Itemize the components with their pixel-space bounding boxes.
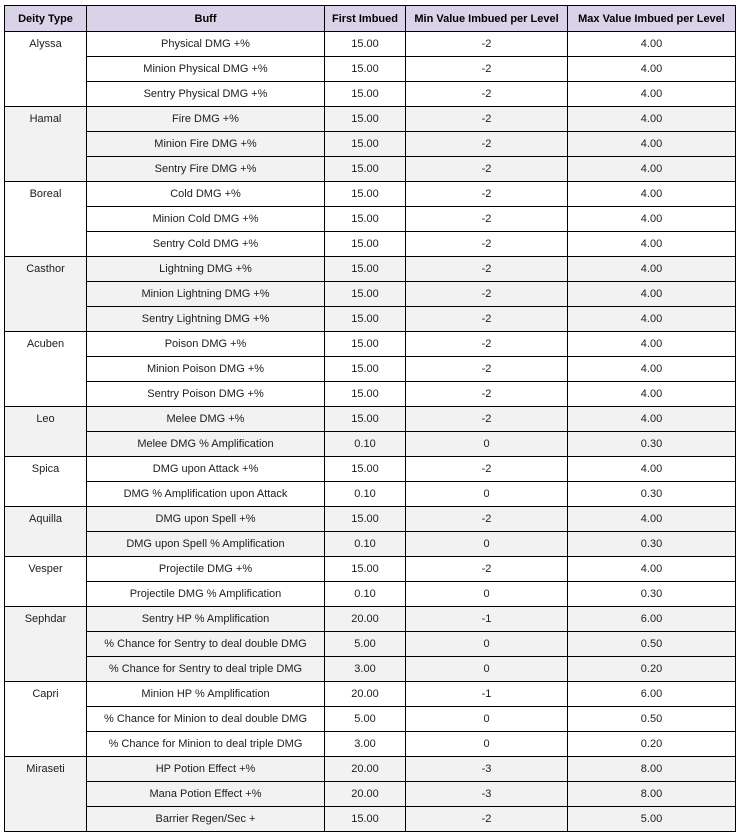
deity-cell-spica <box>5 457 87 507</box>
table-row <box>5 732 736 757</box>
buff-cell: HP Potion Effect +% <box>87 757 325 782</box>
min-value-cell: -2 <box>406 107 568 132</box>
buff-cell: Minion HP % Amplification <box>87 682 325 707</box>
table-row <box>5 132 736 157</box>
max-value-cell: 4.00 <box>568 132 736 157</box>
buff-cell: % Chance for Minion to deal triple DMG <box>87 732 325 757</box>
first-imbued-cell: 15.00 <box>325 332 406 357</box>
table-row <box>5 432 736 457</box>
deity-cell-boreal <box>5 182 87 257</box>
deity-name: Aquilla <box>28 513 63 525</box>
deity-cell-alyssa <box>5 32 87 107</box>
first-imbued-cell: 3.00 <box>325 657 406 682</box>
table-row <box>5 332 736 357</box>
deity-name: Alyssa <box>29 38 62 50</box>
buff-cell: Minion Fire DMG +% <box>87 132 325 157</box>
buff-cell: Sentry Lightning DMG +% <box>87 307 325 332</box>
deity-name: Capri <box>32 688 59 700</box>
buff-cell: Sentry HP % Amplification <box>87 607 325 632</box>
max-value-cell: 4.00 <box>568 407 736 432</box>
buff-cell: % Chance for Sentry to deal double DMG <box>87 632 325 657</box>
table-row <box>5 582 736 607</box>
buff-cell: Fire DMG +% <box>87 107 325 132</box>
first-imbued-cell: 15.00 <box>325 507 406 532</box>
deity-cell-capri <box>5 682 87 757</box>
first-imbued-cell: 15.00 <box>325 182 406 207</box>
table-row <box>5 707 736 732</box>
max-value-cell: 5.00 <box>568 807 736 832</box>
col-header-buff: Buff <box>87 6 325 32</box>
deity-cell-aquilla <box>5 507 87 557</box>
buff-cell: Projectile DMG +% <box>87 557 325 582</box>
first-imbued-cell: 15.00 <box>325 82 406 107</box>
first-imbued-cell: 0.10 <box>325 432 406 457</box>
max-value-cell: 4.00 <box>568 107 736 132</box>
max-value-cell: 0.20 <box>568 732 736 757</box>
table-row <box>5 182 736 207</box>
min-value-cell: -2 <box>406 382 568 407</box>
table-row <box>5 382 736 407</box>
max-value-cell: 4.00 <box>568 557 736 582</box>
deity-cell-casthor <box>5 257 87 332</box>
min-value-cell: -2 <box>406 232 568 257</box>
buff-cell: Minion Physical DMG +% <box>87 57 325 82</box>
col-header-min-value: Min Value Imbued per Level <box>406 6 568 32</box>
first-imbued-cell: 15.00 <box>325 282 406 307</box>
max-value-cell: 0.50 <box>568 707 736 732</box>
deity-cell-vesper <box>5 557 87 607</box>
first-imbued-cell: 20.00 <box>325 757 406 782</box>
min-value-cell: 0 <box>406 482 568 507</box>
min-value-cell: 0 <box>406 732 568 757</box>
table-row <box>5 257 736 282</box>
min-value-cell: -2 <box>406 132 568 157</box>
deity-name: Boreal <box>29 188 62 200</box>
max-value-cell: 0.30 <box>568 432 736 457</box>
table-row <box>5 157 736 182</box>
deity-name: Vesper <box>28 563 63 575</box>
first-imbued-cell: 20.00 <box>325 782 406 807</box>
buff-cell: % Chance for Sentry to deal triple DMG <box>87 657 325 682</box>
max-value-cell: 6.00 <box>568 607 736 632</box>
table-row <box>5 532 736 557</box>
min-value-cell: -2 <box>406 332 568 357</box>
first-imbued-cell: 0.10 <box>325 582 406 607</box>
table-body <box>5 32 736 832</box>
deity-cell-acuben <box>5 332 87 407</box>
buff-cell: % Chance for Minion to deal double DMG <box>87 707 325 732</box>
max-value-cell: 0.30 <box>568 532 736 557</box>
min-value-cell: 0 <box>406 707 568 732</box>
buff-cell: DMG % Amplification upon Attack <box>87 482 325 507</box>
table-row <box>5 782 736 807</box>
table-row <box>5 82 736 107</box>
min-value-cell: -2 <box>406 307 568 332</box>
buff-cell: Physical DMG +% <box>87 32 325 57</box>
table-row <box>5 682 736 707</box>
deity-name: Sephdar <box>24 613 67 625</box>
first-imbued-cell: 15.00 <box>325 407 406 432</box>
table-row <box>5 407 736 432</box>
min-value-cell: -2 <box>406 207 568 232</box>
min-value-cell: 0 <box>406 432 568 457</box>
min-value-cell: -2 <box>406 407 568 432</box>
max-value-cell: 0.30 <box>568 582 736 607</box>
buff-cell: Melee DMG % Amplification <box>87 432 325 457</box>
max-value-cell: 4.00 <box>568 457 736 482</box>
min-value-cell: -3 <box>406 757 568 782</box>
max-value-cell: 4.00 <box>568 257 736 282</box>
first-imbued-cell: 15.00 <box>325 357 406 382</box>
deity-name: Miraseti <box>26 763 65 775</box>
table-row <box>5 357 736 382</box>
first-imbued-cell: 15.00 <box>325 457 406 482</box>
first-imbued-cell: 15.00 <box>325 157 406 182</box>
min-value-cell: -2 <box>406 357 568 382</box>
max-value-cell: 4.00 <box>568 32 736 57</box>
buff-cell: DMG upon Spell +% <box>87 507 325 532</box>
col-header-deity-type: Deity Type <box>5 6 87 32</box>
buff-cell: Sentry Cold DMG +% <box>87 232 325 257</box>
max-value-cell: 4.00 <box>568 82 736 107</box>
max-value-cell: 4.00 <box>568 332 736 357</box>
table-row <box>5 232 736 257</box>
header-row <box>5 6 736 32</box>
first-imbued-cell: 0.10 <box>325 482 406 507</box>
table-row <box>5 207 736 232</box>
buff-cell: Sentry Poison DMG +% <box>87 382 325 407</box>
min-value-cell: -2 <box>406 182 568 207</box>
deity-name: Acuben <box>26 338 65 350</box>
max-value-cell: 4.00 <box>568 507 736 532</box>
max-value-cell: 4.00 <box>568 207 736 232</box>
table-row <box>5 307 736 332</box>
buff-cell: Poison DMG +% <box>87 332 325 357</box>
first-imbued-cell: 15.00 <box>325 307 406 332</box>
table-row <box>5 557 736 582</box>
deity-name: Hamal <box>29 113 62 125</box>
min-value-cell: -2 <box>406 507 568 532</box>
deity-cell-hamal <box>5 107 87 182</box>
min-value-cell: -1 <box>406 682 568 707</box>
table-row <box>5 107 736 132</box>
min-value-cell: -2 <box>406 807 568 832</box>
min-value-cell: 0 <box>406 632 568 657</box>
max-value-cell: 8.00 <box>568 757 736 782</box>
buff-cell: Mana Potion Effect +% <box>87 782 325 807</box>
deity-cell-leo <box>5 407 87 457</box>
buff-cell: Melee DMG +% <box>87 407 325 432</box>
buff-cell: Barrier Regen/Sec + <box>87 807 325 832</box>
first-imbued-cell: 15.00 <box>325 32 406 57</box>
first-imbued-cell: 5.00 <box>325 632 406 657</box>
first-imbued-cell: 15.00 <box>325 207 406 232</box>
first-imbued-cell: 5.00 <box>325 707 406 732</box>
deity-buff-table-wrapper <box>4 5 736 832</box>
max-value-cell: 4.00 <box>568 357 736 382</box>
first-imbued-cell: 15.00 <box>325 257 406 282</box>
deity-name: Leo <box>36 413 55 425</box>
deity-name: Spica <box>31 463 60 475</box>
min-value-cell: 0 <box>406 657 568 682</box>
table-row <box>5 32 736 57</box>
min-value-cell: -1 <box>406 607 568 632</box>
first-imbued-cell: 15.00 <box>325 382 406 407</box>
buff-cell: Minion Lightning DMG +% <box>87 282 325 307</box>
max-value-cell: 4.00 <box>568 232 736 257</box>
table-row <box>5 657 736 682</box>
first-imbued-cell: 15.00 <box>325 132 406 157</box>
table-row <box>5 457 736 482</box>
buff-cell: Sentry Physical DMG +% <box>87 82 325 107</box>
min-value-cell: -2 <box>406 457 568 482</box>
max-value-cell: 4.00 <box>568 307 736 332</box>
first-imbued-cell: 15.00 <box>325 107 406 132</box>
table-row <box>5 632 736 657</box>
max-value-cell: 0.50 <box>568 632 736 657</box>
max-value-cell: 4.00 <box>568 57 736 82</box>
max-value-cell: 8.00 <box>568 782 736 807</box>
deity-buff-table <box>4 5 736 832</box>
max-value-cell: 4.00 <box>568 382 736 407</box>
min-value-cell: -2 <box>406 32 568 57</box>
first-imbued-cell: 20.00 <box>325 607 406 632</box>
table-row <box>5 807 736 832</box>
min-value-cell: -3 <box>406 782 568 807</box>
buff-cell: Cold DMG +% <box>87 182 325 207</box>
max-value-cell: 6.00 <box>568 682 736 707</box>
min-value-cell: -2 <box>406 57 568 82</box>
table-row <box>5 757 736 782</box>
min-value-cell: -2 <box>406 157 568 182</box>
buff-cell: Projectile DMG % Amplification <box>87 582 325 607</box>
first-imbued-cell: 0.10 <box>325 532 406 557</box>
min-value-cell: -2 <box>406 282 568 307</box>
first-imbued-cell: 15.00 <box>325 57 406 82</box>
deity-cell-miraseti <box>5 757 87 832</box>
first-imbued-cell: 15.00 <box>325 557 406 582</box>
table-row <box>5 482 736 507</box>
min-value-cell: -2 <box>406 82 568 107</box>
buff-cell: Lightning DMG +% <box>87 257 325 282</box>
first-imbued-cell: 15.00 <box>325 807 406 832</box>
buff-cell: DMG upon Attack +% <box>87 457 325 482</box>
col-header-max-value: Max Value Imbued per Level <box>568 6 736 32</box>
deity-cell-sephdar <box>5 607 87 682</box>
max-value-cell: 0.30 <box>568 482 736 507</box>
max-value-cell: 0.20 <box>568 657 736 682</box>
min-value-cell: -2 <box>406 257 568 282</box>
min-value-cell: -2 <box>406 557 568 582</box>
table-row <box>5 57 736 82</box>
table-row <box>5 507 736 532</box>
max-value-cell: 4.00 <box>568 282 736 307</box>
min-value-cell: 0 <box>406 582 568 607</box>
col-header-first-imbued: First Imbued <box>325 6 406 32</box>
buff-cell: DMG upon Spell % Amplification <box>87 532 325 557</box>
min-value-cell: 0 <box>406 532 568 557</box>
first-imbued-cell: 15.00 <box>325 232 406 257</box>
buff-cell: Sentry Fire DMG +% <box>87 157 325 182</box>
deity-name: Casthor <box>26 263 65 275</box>
first-imbued-cell: 3.00 <box>325 732 406 757</box>
buff-cell: Minion Cold DMG +% <box>87 207 325 232</box>
table-row <box>5 607 736 632</box>
max-value-cell: 4.00 <box>568 157 736 182</box>
buff-cell: Minion Poison DMG +% <box>87 357 325 382</box>
max-value-cell: 4.00 <box>568 182 736 207</box>
table-row <box>5 282 736 307</box>
first-imbued-cell: 20.00 <box>325 682 406 707</box>
